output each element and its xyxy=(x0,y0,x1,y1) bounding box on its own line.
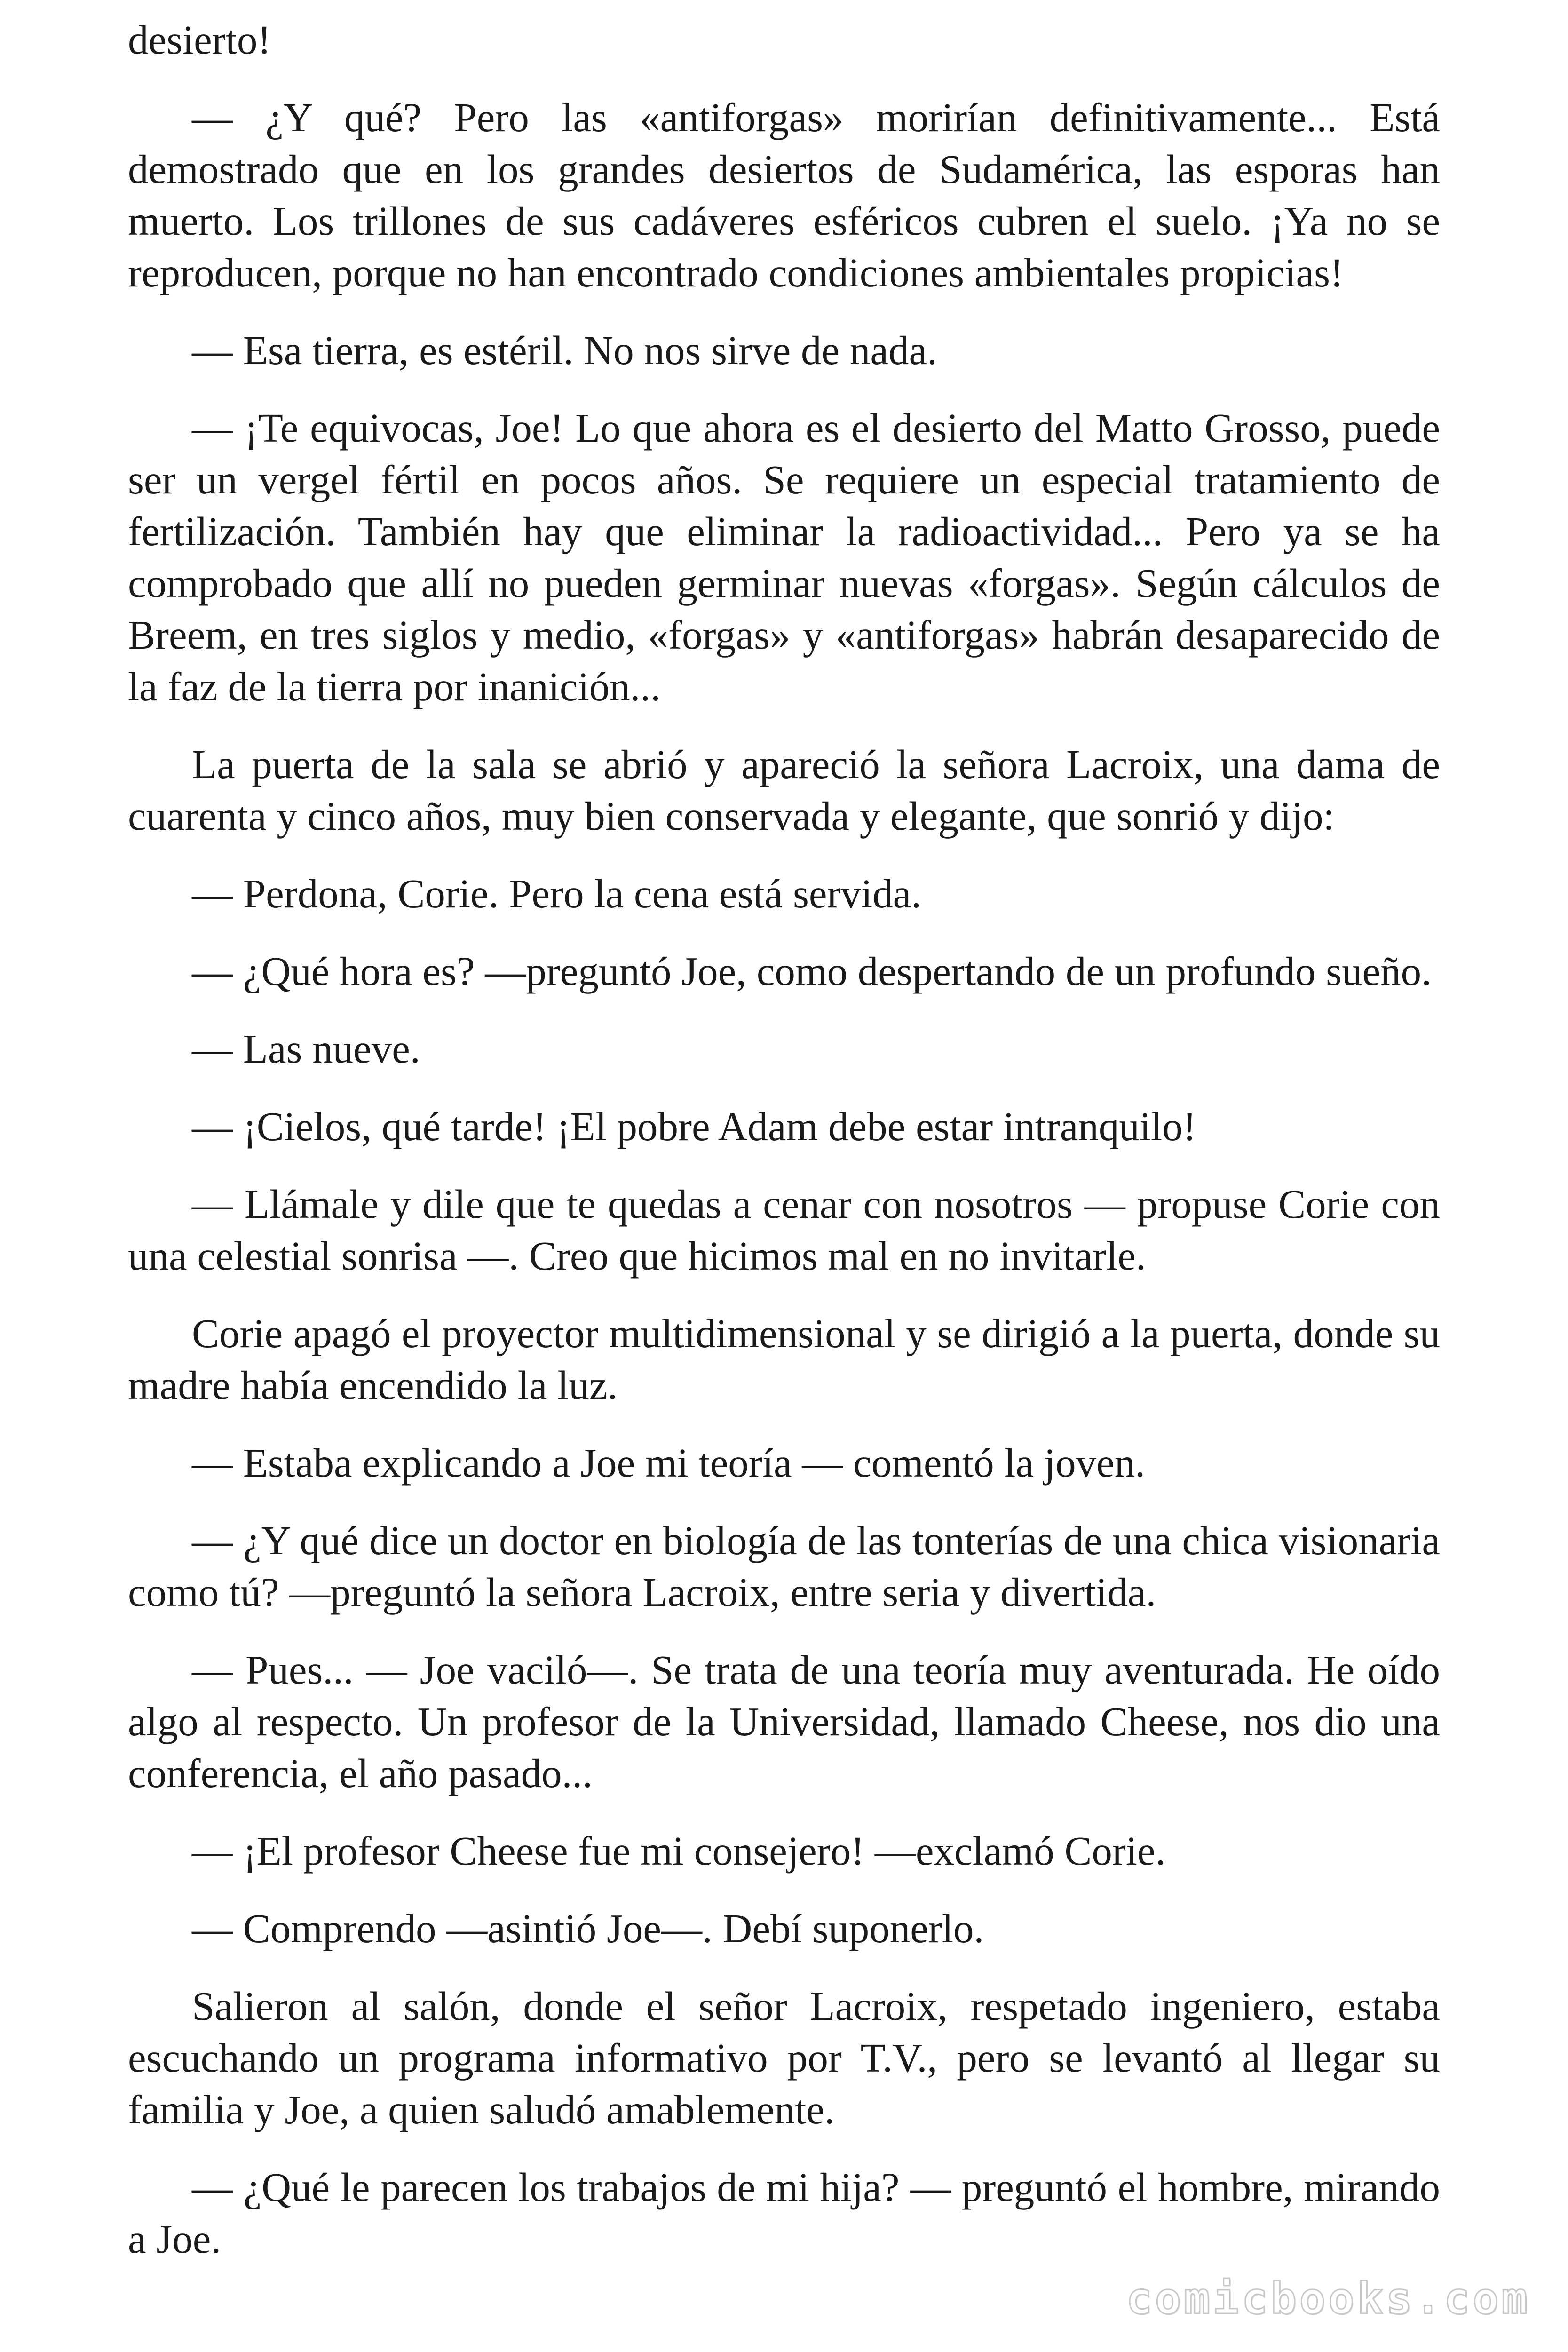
watermark: comicbooks.com xyxy=(1126,2273,1530,2324)
paragraph: Corie apagó el proyector multidimensional y se dirigió a la puerta, donde su madre había encendido la luz. xyxy=(128,1311,1440,1408)
paragraph: — Estaba explicando a Joe mi teoría — comentó la joven. xyxy=(192,1440,1145,1486)
paragraph: — ¡El profesor Cheese fue mi consejero! —exclamó Corie. xyxy=(192,1828,1166,1874)
page-text xyxy=(128,14,1440,2291)
paragraph: Salieron al salón, donde el señor Lacroix, respetado ingeniero, estaba escuchando un programa informativo por T.V., pero se levantó al llegar su familia y Joe, a quien saludó amablemente. xyxy=(128,1983,1440,2132)
paragraph: — Las nueve. xyxy=(192,1026,420,1072)
paragraph: — ¿Qué hora es? —preguntó Joe, como despertando de un profundo sueño. xyxy=(192,948,1432,994)
paragraph: — Pues... — Joe vaciló—. Se trata de una teoría muy aventurada. He oído algo al respecto. Un profesor de la Universidad, llamado Cheese, nos dio una conferencia, el año pasado... xyxy=(128,1647,1440,1796)
paragraph: — ¿Y qué? Pero las «antiforgas» morirían definitivamente... Está demostrado que en los grandes desiertos de Sudamérica, las esporas han muerto. Los trillones de sus cadáveres esféricos cubren el suelo. ¡Ya no se reproducen, porque no han encontrado condiciones ambientales propicias! xyxy=(128,95,1440,295)
paragraph: — ¡Cielos, qué tarde! ¡El pobre Adam debe estar intranquilo! xyxy=(192,1104,1196,1149)
paragraph: La puerta de la sala se abrió y apareció la señora Lacroix, una dama de cuarenta y cinco años, muy bien conservada y elegante, que sonrió y dijo: xyxy=(128,741,1440,839)
paragraph: — Comprendo —asintió Joe—. Debí suponerlo. xyxy=(192,1906,984,1951)
paragraph: — Llámale y dile que te quedas a cenar con nosotros — propuse Corie con una celestial sonrisa —. Creo que hicimos mal en no invitarle. xyxy=(128,1181,1440,1279)
paragraph: — ¡Te equivocas, Joe! Lo que ahora es el desierto del Matto Grosso, puede ser un vergel fértil en pocos años. Se requiere un especial tratamiento de fertilización. También hay que eliminar la radioactividad... Pero ya se ha comprobado que allí no pueden germinar nuevas «forgas». Según cálculos de Breem, en tres siglos y medio, «forgas» y «antiforgas» habrán desaparecido de la faz de la tierra por inanición... xyxy=(128,405,1440,709)
paragraph: — Esa tierra, es estéril. No nos sirve de nada. xyxy=(192,327,937,373)
paragraph: — Perdona, Corie. Pero la cena está servida. xyxy=(192,871,921,916)
paragraph: — ¿Qué le parecen los trabajos de mi hija? — preguntó el hombre, mirando a Joe. xyxy=(128,2164,1440,2262)
paragraph: — ¿Y qué dice un doctor en biología de las tonterías de una chica visionaria como tú? —preguntó la señora Lacroix, entre seria y divertida. xyxy=(128,1518,1440,1615)
paragraph: desierto! xyxy=(128,17,271,63)
